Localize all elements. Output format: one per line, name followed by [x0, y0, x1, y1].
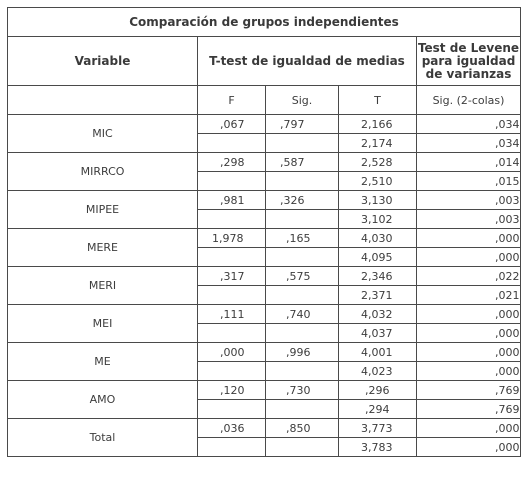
subheader-empty	[8, 86, 198, 115]
sig-cell: ,326	[266, 191, 339, 210]
comparison-table	[7, 7, 521, 457]
header-ttest: T-test de igualdad de medias	[198, 37, 417, 86]
sig-cell-empty	[266, 210, 339, 229]
sig2-cell: ,000	[417, 438, 521, 457]
table-row	[8, 343, 521, 362]
f-cell-empty	[198, 210, 266, 229]
table-row	[8, 419, 521, 438]
t-cell: 4,032	[339, 305, 417, 324]
t-cell: ,294	[339, 400, 417, 419]
table-row	[8, 153, 521, 172]
f-cell: ,111	[198, 305, 266, 324]
f-cell-empty	[198, 362, 266, 381]
t-cell: 2,528	[339, 153, 417, 172]
table-row	[8, 115, 521, 134]
t-cell: 2,510	[339, 172, 417, 191]
sig-cell: ,587	[266, 153, 339, 172]
f-cell-empty	[198, 134, 266, 153]
sig-cell-empty	[266, 400, 339, 419]
sig-cell-empty	[266, 172, 339, 191]
table-row	[8, 267, 521, 286]
variable-cell: MEI	[8, 305, 198, 343]
t-cell: 4,023	[339, 362, 417, 381]
t-cell: 4,030	[339, 229, 417, 248]
f-cell: ,036	[198, 419, 266, 438]
variable-cell: MERI	[8, 267, 198, 305]
sig2-cell: ,000	[417, 248, 521, 267]
t-cell: 3,773	[339, 419, 417, 438]
sig2-cell: ,022	[417, 267, 521, 286]
t-cell: 2,371	[339, 286, 417, 305]
sig-cell: ,740	[266, 305, 339, 324]
sig2-cell: ,000	[417, 229, 521, 248]
f-cell: ,000	[198, 343, 266, 362]
header-variable: Variable	[8, 37, 198, 86]
table-row	[8, 305, 521, 324]
sig2-cell: ,015	[417, 172, 521, 191]
f-cell-empty	[198, 172, 266, 191]
sig-cell: ,797	[266, 115, 339, 134]
f-cell: ,981	[198, 191, 266, 210]
t-cell: 2,166	[339, 115, 417, 134]
sig2-cell: ,034	[417, 115, 521, 134]
f-cell: 1,978	[198, 229, 266, 248]
t-cell: 3,102	[339, 210, 417, 229]
f-cell: ,120	[198, 381, 266, 400]
variable-cell: MERE	[8, 229, 198, 267]
t-cell: 3,130	[339, 191, 417, 210]
table-body	[8, 115, 521, 457]
sig2-cell: ,769	[417, 400, 521, 419]
sig-cell: ,996	[266, 343, 339, 362]
sig2-cell: ,003	[417, 210, 521, 229]
sig2-cell: ,769	[417, 381, 521, 400]
t-cell: 3,783	[339, 438, 417, 457]
sig-cell-empty	[266, 248, 339, 267]
sig2-cell: ,034	[417, 134, 521, 153]
table-row	[8, 191, 521, 210]
t-cell: 2,346	[339, 267, 417, 286]
variable-cell: MIPEE	[8, 191, 198, 229]
f-cell: ,317	[198, 267, 266, 286]
t-cell: 2,174	[339, 134, 417, 153]
sig-cell-empty	[266, 324, 339, 343]
variable-cell: ME	[8, 343, 198, 381]
sig2-cell: ,003	[417, 191, 521, 210]
table-title: Comparación de grupos independientes	[8, 8, 521, 37]
f-cell-empty	[198, 286, 266, 305]
sig-cell-empty	[266, 286, 339, 305]
sig-cell-empty	[266, 438, 339, 457]
sig-cell: ,730	[266, 381, 339, 400]
sig2-cell: ,000	[417, 305, 521, 324]
variable-cell: MIRRCO	[8, 153, 198, 191]
subheader-sig2: Sig. (2-colas)	[417, 86, 521, 115]
sig2-cell: ,000	[417, 343, 521, 362]
header-levene	[417, 37, 521, 86]
subheader-sig: Sig.	[266, 86, 339, 115]
sig2-cell: ,014	[417, 153, 521, 172]
subheader-f: F	[198, 86, 266, 115]
table-row	[8, 229, 521, 248]
table-row	[8, 381, 521, 400]
f-cell-empty	[198, 400, 266, 419]
sig-cell: ,165	[266, 229, 339, 248]
sig2-cell: ,000	[417, 362, 521, 381]
sig-cell-empty	[266, 362, 339, 381]
t-cell: 4,095	[339, 248, 417, 267]
f-cell: ,067	[198, 115, 266, 134]
sig2-cell: ,000	[417, 419, 521, 438]
table-container	[7, 7, 520, 457]
variable-cell: MIC	[8, 115, 198, 153]
f-cell-empty	[198, 324, 266, 343]
subheader-t: T	[339, 86, 417, 115]
f-cell-empty	[198, 438, 266, 457]
variable-cell: AMO	[8, 381, 198, 419]
sig-cell: ,850	[266, 419, 339, 438]
header-levene-label: Test de Levene para igualdad de varianzas	[417, 40, 520, 81]
sig2-cell: ,021	[417, 286, 521, 305]
t-cell: 4,037	[339, 324, 417, 343]
f-cell-empty	[198, 248, 266, 267]
f-cell: ,298	[198, 153, 266, 172]
sig2-cell: ,000	[417, 324, 521, 343]
sig-cell-empty	[266, 134, 339, 153]
t-cell: 4,001	[339, 343, 417, 362]
t-cell: ,296	[339, 381, 417, 400]
variable-cell: Total	[8, 419, 198, 457]
sig-cell: ,575	[266, 267, 339, 286]
